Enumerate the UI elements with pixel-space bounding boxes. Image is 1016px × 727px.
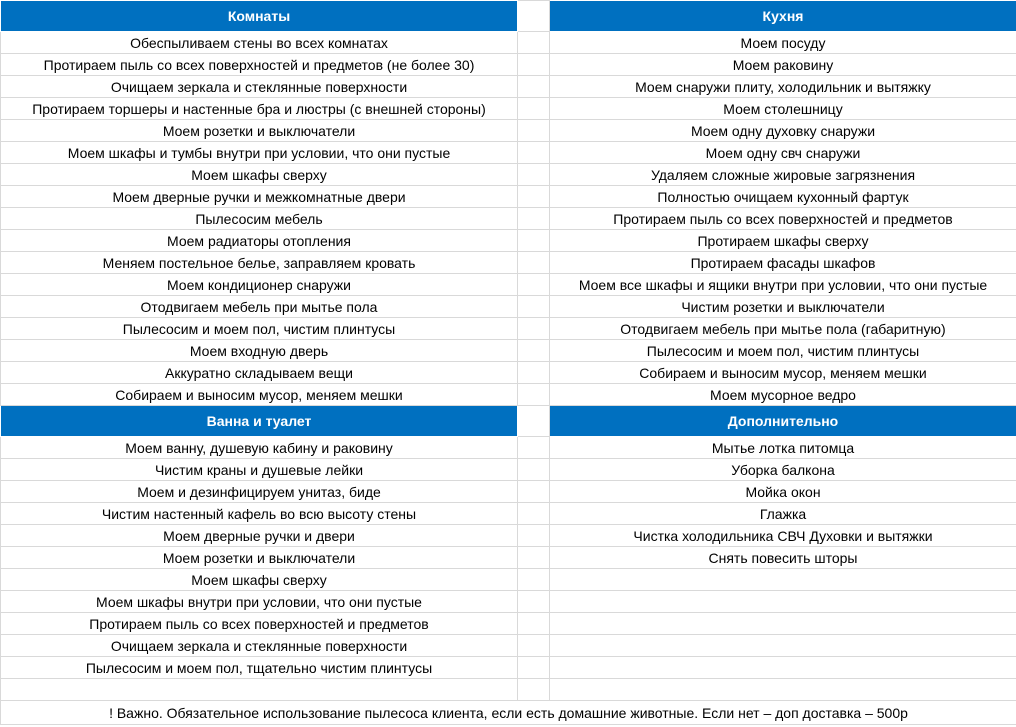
rooms-item: Обеспыливаем стены во всех комнатах (1, 32, 518, 54)
extra-item: Мытье лотка питомца (550, 437, 1016, 459)
table-row (1, 252, 1016, 274)
bath-item: Моем шкафы внутри при условии, что они пустые (1, 591, 518, 613)
gap-cell (518, 406, 550, 437)
extra-item: Чистка холодильника СВЧ Духовки и вытяжки (550, 525, 1016, 547)
bath-item: Моем дверные ручки и двери (1, 525, 518, 547)
important-note: ! Важно. Обязательное использование пылесоса клиента, если есть домашние животные. Если нет – доп доставка – 500р (1, 701, 1016, 725)
rooms-item: Очищаем зеркала и стеклянные поверхности (1, 76, 518, 98)
gap-cell (518, 613, 550, 635)
rooms-item: Отодвигаем мебель при мытье пола (1, 296, 518, 318)
table-row (1, 54, 1016, 76)
rooms-item: Моем розетки и выключатели (1, 120, 518, 142)
extra-header: Дополнительно (550, 406, 1016, 437)
rooms-item: Меняем постельное белье, заправляем кровать (1, 252, 518, 274)
kitchen-item: Собираем и выносим мусор, меняем мешки (550, 362, 1016, 384)
gap-cell (518, 503, 550, 525)
bottom-block (1, 406, 1016, 701)
kitchen-item: Моем одну духовку снаружи (550, 120, 1016, 142)
gap-cell (518, 569, 550, 591)
bath-item: Моем розетки и выключатели (1, 547, 518, 569)
bath-item: Пылесосим и моем пол, тщательно чистим плинтусы (1, 657, 518, 679)
table-row (1, 142, 1016, 164)
gap-cell (518, 657, 550, 679)
bath-item: Очищаем зеркала и стеклянные поверхности (1, 635, 518, 657)
rooms-item: Моем дверные ручки и межкомнатные двери (1, 186, 518, 208)
table-row (1, 569, 1016, 591)
extra-item (550, 657, 1016, 679)
table-row (1, 186, 1016, 208)
gap-cell (518, 635, 550, 657)
kitchen-item: Моем столешницу (550, 98, 1016, 120)
rooms-header: Комнаты (1, 1, 518, 32)
extra-item (550, 569, 1016, 591)
extra-item: Уборка балкона (550, 459, 1016, 481)
kitchen-item: Моем мусорное ведро (550, 384, 1016, 406)
gap-cell (518, 459, 550, 481)
gap-cell (518, 252, 550, 274)
kitchen-item: Протираем шкафы сверху (550, 230, 1016, 252)
table-row (1, 525, 1016, 547)
table-row (1, 340, 1016, 362)
kitchen-item: Моем одну свч снаружи (550, 142, 1016, 164)
table-row (1, 591, 1016, 613)
table-row (1, 362, 1016, 384)
gap-cell (518, 547, 550, 569)
gap-cell (518, 362, 550, 384)
gap-cell (518, 481, 550, 503)
table-row (1, 503, 1016, 525)
kitchen-item: Удаляем сложные жировые загрязнения (550, 164, 1016, 186)
bath-item: Чистим настенный кафель во всю высоту стены (1, 503, 518, 525)
table-row (1, 274, 1016, 296)
extra-item (550, 613, 1016, 635)
table-row (1, 657, 1016, 679)
rooms-item: Пылесосим мебель (1, 208, 518, 230)
table-row (1, 296, 1016, 318)
note-row (1, 701, 1016, 725)
table-row (1, 98, 1016, 120)
bath-item: Моем и дезинфицируем унитаз, биде (1, 481, 518, 503)
kitchen-item: Пылесосим и моем пол, чистим плинтусы (550, 340, 1016, 362)
gap-cell (518, 1, 550, 32)
extra-item: Мойка окон (550, 481, 1016, 503)
rooms-item: Аккуратно складываем вещи (1, 362, 518, 384)
extra-item (550, 679, 1016, 701)
kitchen-item: Протираем фасады шкафов (550, 252, 1016, 274)
table-row (1, 459, 1016, 481)
gap-cell (518, 525, 550, 547)
gap-cell (518, 208, 550, 230)
table-row (1, 384, 1016, 406)
rooms-item: Пылесосим и моем пол, чистим плинтусы (1, 318, 518, 340)
bath-item: Чистим краны и душевые лейки (1, 459, 518, 481)
rooms-item: Протираем торшеры и настенные бра и люстры (с внешней стороны) (1, 98, 518, 120)
kitchen-item: Моем посуду (550, 32, 1016, 54)
gap-cell (518, 142, 550, 164)
table-row (1, 679, 1016, 701)
gap-cell (518, 591, 550, 613)
gap-cell (518, 186, 550, 208)
table-row (1, 318, 1016, 340)
kitchen-item: Моем снаружи плиту, холодильник и вытяжку (550, 76, 1016, 98)
bath-header: Ванна и туалет (1, 406, 518, 437)
table-row (1, 120, 1016, 142)
gap-cell (518, 230, 550, 252)
extra-item (550, 635, 1016, 657)
kitchen-item: Протираем пыль со всех поверхностей и предметов (550, 208, 1016, 230)
gap-cell (518, 32, 550, 54)
rooms-item: Моем шкафы и тумбы внутри при условии, что они пустые (1, 142, 518, 164)
gap-cell (518, 296, 550, 318)
kitchen-item: Полностью очищаем кухонный фартук (550, 186, 1016, 208)
gap-cell (518, 274, 550, 296)
bath-item (1, 679, 518, 701)
gap-cell (518, 318, 550, 340)
bath-item: Протираем пыль со всех поверхностей и предметов (1, 613, 518, 635)
header-row-bottom (1, 406, 1016, 437)
table-row (1, 613, 1016, 635)
rooms-item: Собираем и выносим мусор, меняем мешки (1, 384, 518, 406)
table-row (1, 437, 1016, 459)
top-block (1, 1, 1016, 406)
gap-cell (518, 164, 550, 186)
kitchen-item: Отодвигаем мебель при мытье пола (габаритную) (550, 318, 1016, 340)
table-row (1, 547, 1016, 569)
table-row (1, 164, 1016, 186)
table-row (1, 230, 1016, 252)
rooms-item: Протираем пыль со всех поверхностей и предметов (не более 30) (1, 54, 518, 76)
gap-cell (518, 437, 550, 459)
gap-cell (518, 340, 550, 362)
gap-cell (518, 98, 550, 120)
gap-cell (518, 54, 550, 76)
gap-cell (518, 120, 550, 142)
gap-cell (518, 679, 550, 701)
rooms-item: Моем входную дверь (1, 340, 518, 362)
gap-cell (518, 76, 550, 98)
bath-item: Моем шкафы сверху (1, 569, 518, 591)
rooms-item: Моем радиаторы отопления (1, 230, 518, 252)
table-row (1, 481, 1016, 503)
extra-item: Снять повесить шторы (550, 547, 1016, 569)
table-row (1, 208, 1016, 230)
table-row (1, 635, 1016, 657)
extra-item: Глажка (550, 503, 1016, 525)
gap-cell (518, 384, 550, 406)
bath-item: Моем ванну, душевую кабину и раковину (1, 437, 518, 459)
rooms-item: Моем кондиционер снаружи (1, 274, 518, 296)
extra-item (550, 591, 1016, 613)
header-row-top (1, 1, 1016, 32)
table-row (1, 32, 1016, 54)
kitchen-item: Чистим розетки и выключатели (550, 296, 1016, 318)
kitchen-item: Моем раковину (550, 54, 1016, 76)
kitchen-header: Кухня (550, 1, 1016, 32)
table-row (1, 76, 1016, 98)
kitchen-item: Моем все шкафы и ящики внутри при условии, что они пустые (550, 274, 1016, 296)
rooms-item: Моем шкафы сверху (1, 164, 518, 186)
note-block (1, 701, 1016, 725)
